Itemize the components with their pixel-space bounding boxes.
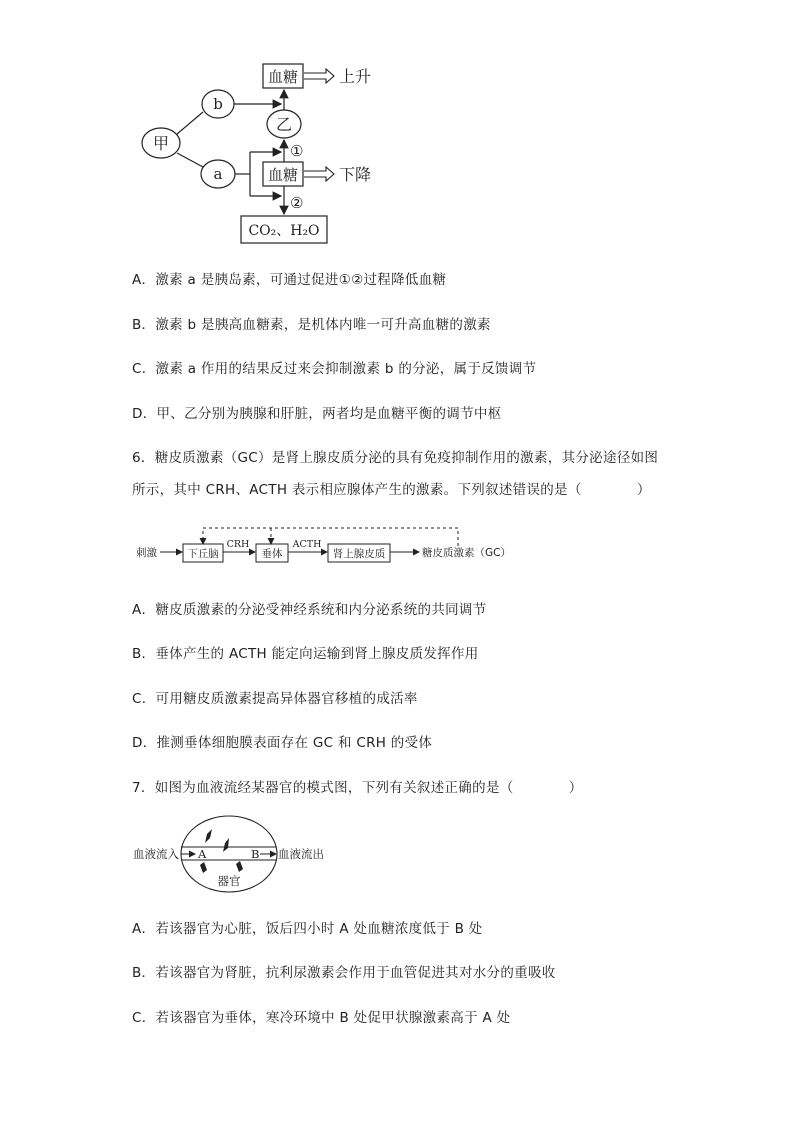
outflow-label: 血液流出 — [278, 847, 324, 861]
point-a-label: A — [198, 847, 207, 861]
gc-label: 糖皮质激素（GC） — [422, 547, 511, 559]
box-blood-sugar-top-label: 血糖 — [267, 68, 299, 86]
pituitary-label: 垂体 — [261, 548, 283, 560]
q6-option-b: B．垂体产生的 ACTH 能定向运输到肾上腺皮质发挥作用 — [132, 646, 479, 662]
stimulus-label: 刺激 — [136, 547, 157, 559]
box-products-label: CO₂、H₂O — [248, 223, 320, 239]
blood-sugar-diagram — [0, 0, 794, 260]
rise-arrow — [304, 69, 334, 83]
step2-label: ② — [290, 194, 304, 212]
q6-option-a: A．糖皮质激素的分泌受神经系统和内分泌系统的共同调节 — [132, 602, 487, 618]
node-jia-label: 甲 — [152, 134, 170, 153]
label-rise: 上升 — [339, 67, 372, 86]
exchange-mark-4 — [236, 861, 243, 872]
q7-stem: 7．如图为血液流经某器官的模式图，下列有关叙述正确的是（ ） — [132, 780, 583, 796]
fall-arrow — [304, 167, 334, 181]
adrenal-cortex-label: 肾上腺皮质 — [332, 548, 386, 560]
gc-pathway-diagram — [0, 518, 794, 568]
q5-option-d: D．甲、乙分别为胰腺和肝脏，两者均是血糖平衡的调节中枢 — [132, 406, 502, 422]
box-blood-sugar-mid-label: 血糖 — [267, 166, 299, 184]
q7-option-a: A．若该器官为心脏，饭后四小时 A 处血糖浓度低于 B 处 — [132, 921, 483, 937]
q5-option-a: A．激素 a 是胰岛素，可通过促进①②过程降低血糖 — [132, 272, 447, 288]
exchange-mark-2 — [223, 838, 229, 852]
q5-option-b: B．激素 b 是胰高血糖素，是机体内唯一可升高血糖的激素 — [132, 317, 491, 333]
organ-flow-diagram — [0, 810, 794, 895]
node-a-label: a — [213, 165, 223, 183]
acth-label: ACTH — [292, 539, 322, 550]
node-yi-label: 乙 — [275, 115, 293, 134]
point-b-label: B — [251, 847, 260, 861]
q5-option-c: C．激素 a 作用的结果反过来会抑制激素 b 的分泌，属于反馈调节 — [132, 361, 537, 377]
exchange-mark-3 — [200, 862, 207, 873]
q7-option-c: C．若该器官为垂体，寒冷环境中 B 处促甲状腺激素高于 A 处 — [132, 1010, 511, 1026]
q6-stem-line2: 所示，其中 CRH、ACTH 表示相应腺体产生的激素。下列叙述错误的是（ ） — [132, 482, 651, 498]
exchange-mark-1 — [205, 829, 212, 843]
q6-option-c: C．可用糖皮质激素提高异体器官移植的成活率 — [132, 691, 418, 707]
hypothalamus-label: 下丘脑 — [187, 548, 219, 560]
label-fall: 下降 — [339, 165, 372, 184]
q6-stem-line1: 6．糖皮质激素（GC）是肾上腺皮质分泌的具有免疫抑制作用的激素，其分泌途径如图 — [132, 450, 659, 466]
q6-option-d: D．推测垂体细胞膜表面存在 GC 和 CRH 的受体 — [132, 735, 433, 751]
crh-label: CRH — [226, 539, 250, 550]
inflow-label: 血液流入 — [133, 847, 179, 861]
organ-label: 器官 — [217, 874, 241, 888]
q7-option-b: B．若该器官为肾脏，抗利尿激素会作用于血管促进其对水分的重吸收 — [132, 965, 556, 981]
step1-label: ① — [290, 142, 304, 160]
node-b-label: b — [213, 95, 223, 113]
